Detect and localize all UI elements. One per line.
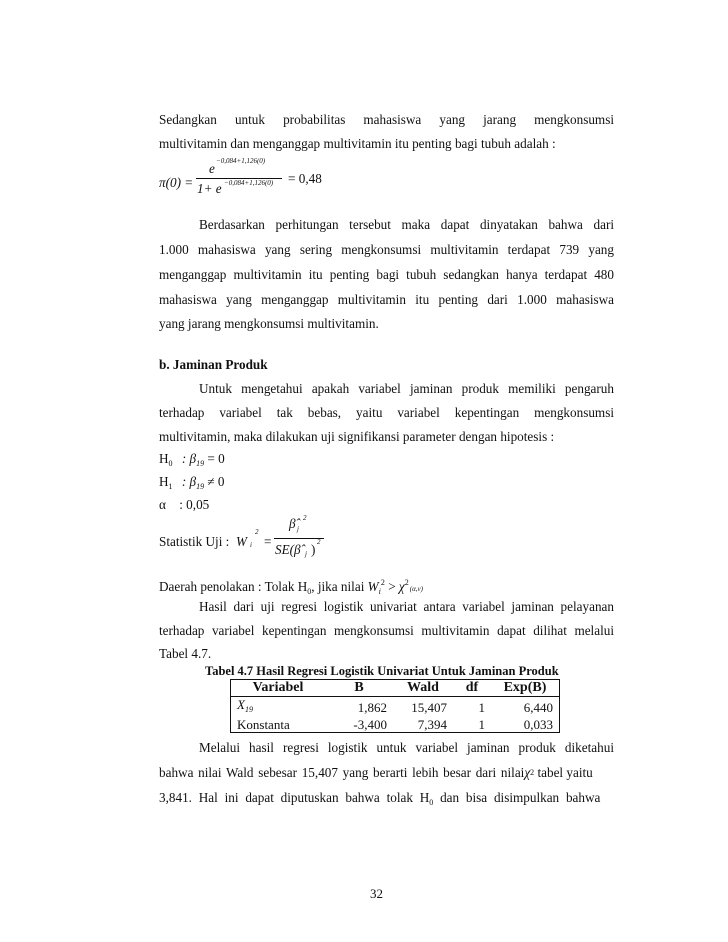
- paragraph-4-line: [159, 765, 614, 781]
- text-segment: bahwa nilai Wald sebesar 15,407 yang berarti lebih besar dari nilai: [159, 765, 525, 780]
- h0-label: H: [159, 451, 169, 466]
- paragraph-4-line: [159, 790, 614, 811]
- text-segment: 3,841. Hal ini dapat diputuskan bahwa tolak H: [159, 790, 430, 805]
- h0-sub: 0: [429, 798, 434, 807]
- word: mahasiswa: [363, 112, 422, 127]
- word: yang: [439, 112, 466, 127]
- table-caption: Tabel 4.7 Hasil Regresi Logistik Univariat Untuk Jaminan Produk: [205, 664, 559, 678]
- beta-hat-numerator: β̂: [289, 516, 296, 531]
- paragraph-2-line: 1.000 mahasiswa yang sering mengkonsumsi multivitamin terdapat 739 yang: [159, 242, 614, 257]
- header-df: df: [453, 680, 491, 697]
- variable-sub: 19: [244, 705, 253, 714]
- numerator-sub: j: [297, 525, 299, 533]
- w-sup: 2: [380, 578, 385, 587]
- formula-result: = 0,48: [288, 171, 322, 186]
- paragraph-3-line: terhadap variabel kepentingan mengkonsumsi multivitamin dapat dilihat melalui: [159, 623, 614, 638]
- cell-b: 1,862: [357, 699, 387, 715]
- formula-lhs: π(0) =: [159, 175, 194, 190]
- section-b-line: terhadap variabel tak bebas, yaitu variabel kepentingan mengkonsumsi: [159, 405, 614, 420]
- h1-relation: ≠ 0: [204, 474, 225, 489]
- paragraph-2-line: Berdasarkan perhitungan tersebut maka dapat dinyatakan bahwa dari: [199, 217, 614, 232]
- h1-beta: : β: [181, 474, 197, 489]
- cell-variable: [231, 697, 326, 718]
- header-b: B: [325, 680, 393, 697]
- chi-sup: 2: [404, 578, 409, 587]
- alpha-label: α: [159, 497, 166, 512]
- cell-wald: 7,394: [393, 717, 453, 733]
- w-sub: i: [378, 587, 381, 596]
- header-exp-b: Exp(B): [491, 680, 560, 697]
- chi-symbol: χ: [398, 579, 405, 594]
- greater-than: >: [384, 579, 399, 594]
- alpha-line: [159, 497, 614, 513]
- h1-label: H: [159, 474, 169, 489]
- alpha-value: : 0,05: [179, 497, 210, 512]
- w-sub: i: [250, 541, 252, 549]
- cell-wald: 15,407: [411, 699, 447, 715]
- variable-name: X: [237, 697, 245, 712]
- w-sup: 2: [255, 528, 259, 536]
- numerator-sup: 2: [303, 514, 307, 522]
- h0-beta-sub: 19: [196, 459, 205, 468]
- formula-numerator-exponent: −0,084+1,126(0): [216, 157, 266, 165]
- h0-beta: : β: [181, 451, 197, 466]
- w-symbol: W: [367, 579, 379, 594]
- regression-table: [230, 679, 560, 733]
- section-b-line: multivitamin, maka dilakukan uji signifikansi parameter dengan hipotesis :: [159, 429, 555, 444]
- w-symbol: W: [236, 534, 247, 549]
- paragraph-1-line-2: multivitamin dan menganggap multivitamin itu penting bagi tubuh adalah :: [159, 136, 556, 151]
- header-variabel: Variabel: [231, 680, 326, 697]
- formula-denominator-exponent: −0,084+1,126(0): [224, 179, 274, 187]
- cell-df: 1: [453, 717, 491, 733]
- cell-df: 1: [478, 699, 485, 715]
- paragraph-2-line: mahasiswa yang menganggap multivitamin itu penting dari 1.000 mahasiswa: [159, 292, 614, 307]
- word: jarang: [483, 112, 517, 127]
- paragraph-2-line: yang jarang mengkonsumsi multivitamin.: [159, 316, 379, 331]
- cell-b: -3,400: [325, 717, 393, 733]
- equals-sign: =: [264, 534, 272, 549]
- denominator-sub: j: [305, 550, 307, 558]
- statistic-label: Statistik Uji :: [159, 534, 230, 549]
- paragraph-3-line: Hasil dari uji regresi logistik univariat antara variabel jaminan pelayanan: [199, 599, 614, 614]
- chi-symbol: χ: [524, 765, 531, 780]
- chi-sub: (α,v): [409, 585, 423, 593]
- h1-beta-sub: 19: [196, 482, 205, 491]
- rejection-region: [159, 575, 614, 600]
- paragraph-4-line: Melalui hasil regresi logistik untuk variabel jaminan produk diketahui: [199, 740, 614, 755]
- section-heading: b. Jaminan Produk: [159, 357, 268, 372]
- table-row: [231, 717, 560, 733]
- section-b-line: Untuk mengetahui apakah variabel jaminan produk memiliki pengaruh: [199, 381, 614, 396]
- table-header-row: [231, 680, 560, 697]
- h0-relation: = 0: [204, 451, 225, 466]
- rejection-text: Daerah penolakan : Tolak H: [159, 579, 308, 594]
- paragraph-1-line-1: [159, 112, 614, 128]
- cell-variable: Konstanta: [231, 717, 326, 733]
- page-number: 32: [370, 886, 383, 901]
- paragraph-2-line: menganggap multivitamin itu penting bagi tubuh sedangkan hanya terdapat 480: [159, 267, 614, 282]
- denominator-sup: 2: [317, 538, 321, 546]
- h0-sub: 0: [168, 459, 173, 468]
- chi-sup: 2: [530, 768, 535, 777]
- rejection-mid: , jika nilai: [311, 579, 368, 594]
- word: mengkonsumsi: [534, 112, 614, 127]
- hypothesis-h1: [159, 474, 614, 495]
- word: Sedangkan: [159, 112, 217, 127]
- h1-sub: 1: [168, 482, 173, 491]
- denominator-close: ): [311, 542, 316, 557]
- formula-denominator: 1+ e: [197, 181, 222, 196]
- cell-exp-b: 0,033: [491, 717, 560, 733]
- word: untuk: [234, 112, 265, 127]
- denominator: SE(β̂: [275, 542, 301, 557]
- cell-exp-b: 6,440: [491, 697, 560, 718]
- word: probabilitas: [283, 112, 346, 127]
- text-segment: dan bisa disimpulkan bahwa: [433, 790, 601, 805]
- hypothesis-h0: [159, 451, 614, 472]
- text-segment: tabel yaitu: [534, 765, 593, 780]
- h0-sub: 0: [307, 587, 312, 596]
- paragraph-3-line: Tabel 4.7.: [159, 646, 212, 661]
- formula-numerator-base: e: [209, 161, 215, 176]
- table-row: [231, 697, 560, 718]
- header-wald: Wald: [393, 680, 453, 697]
